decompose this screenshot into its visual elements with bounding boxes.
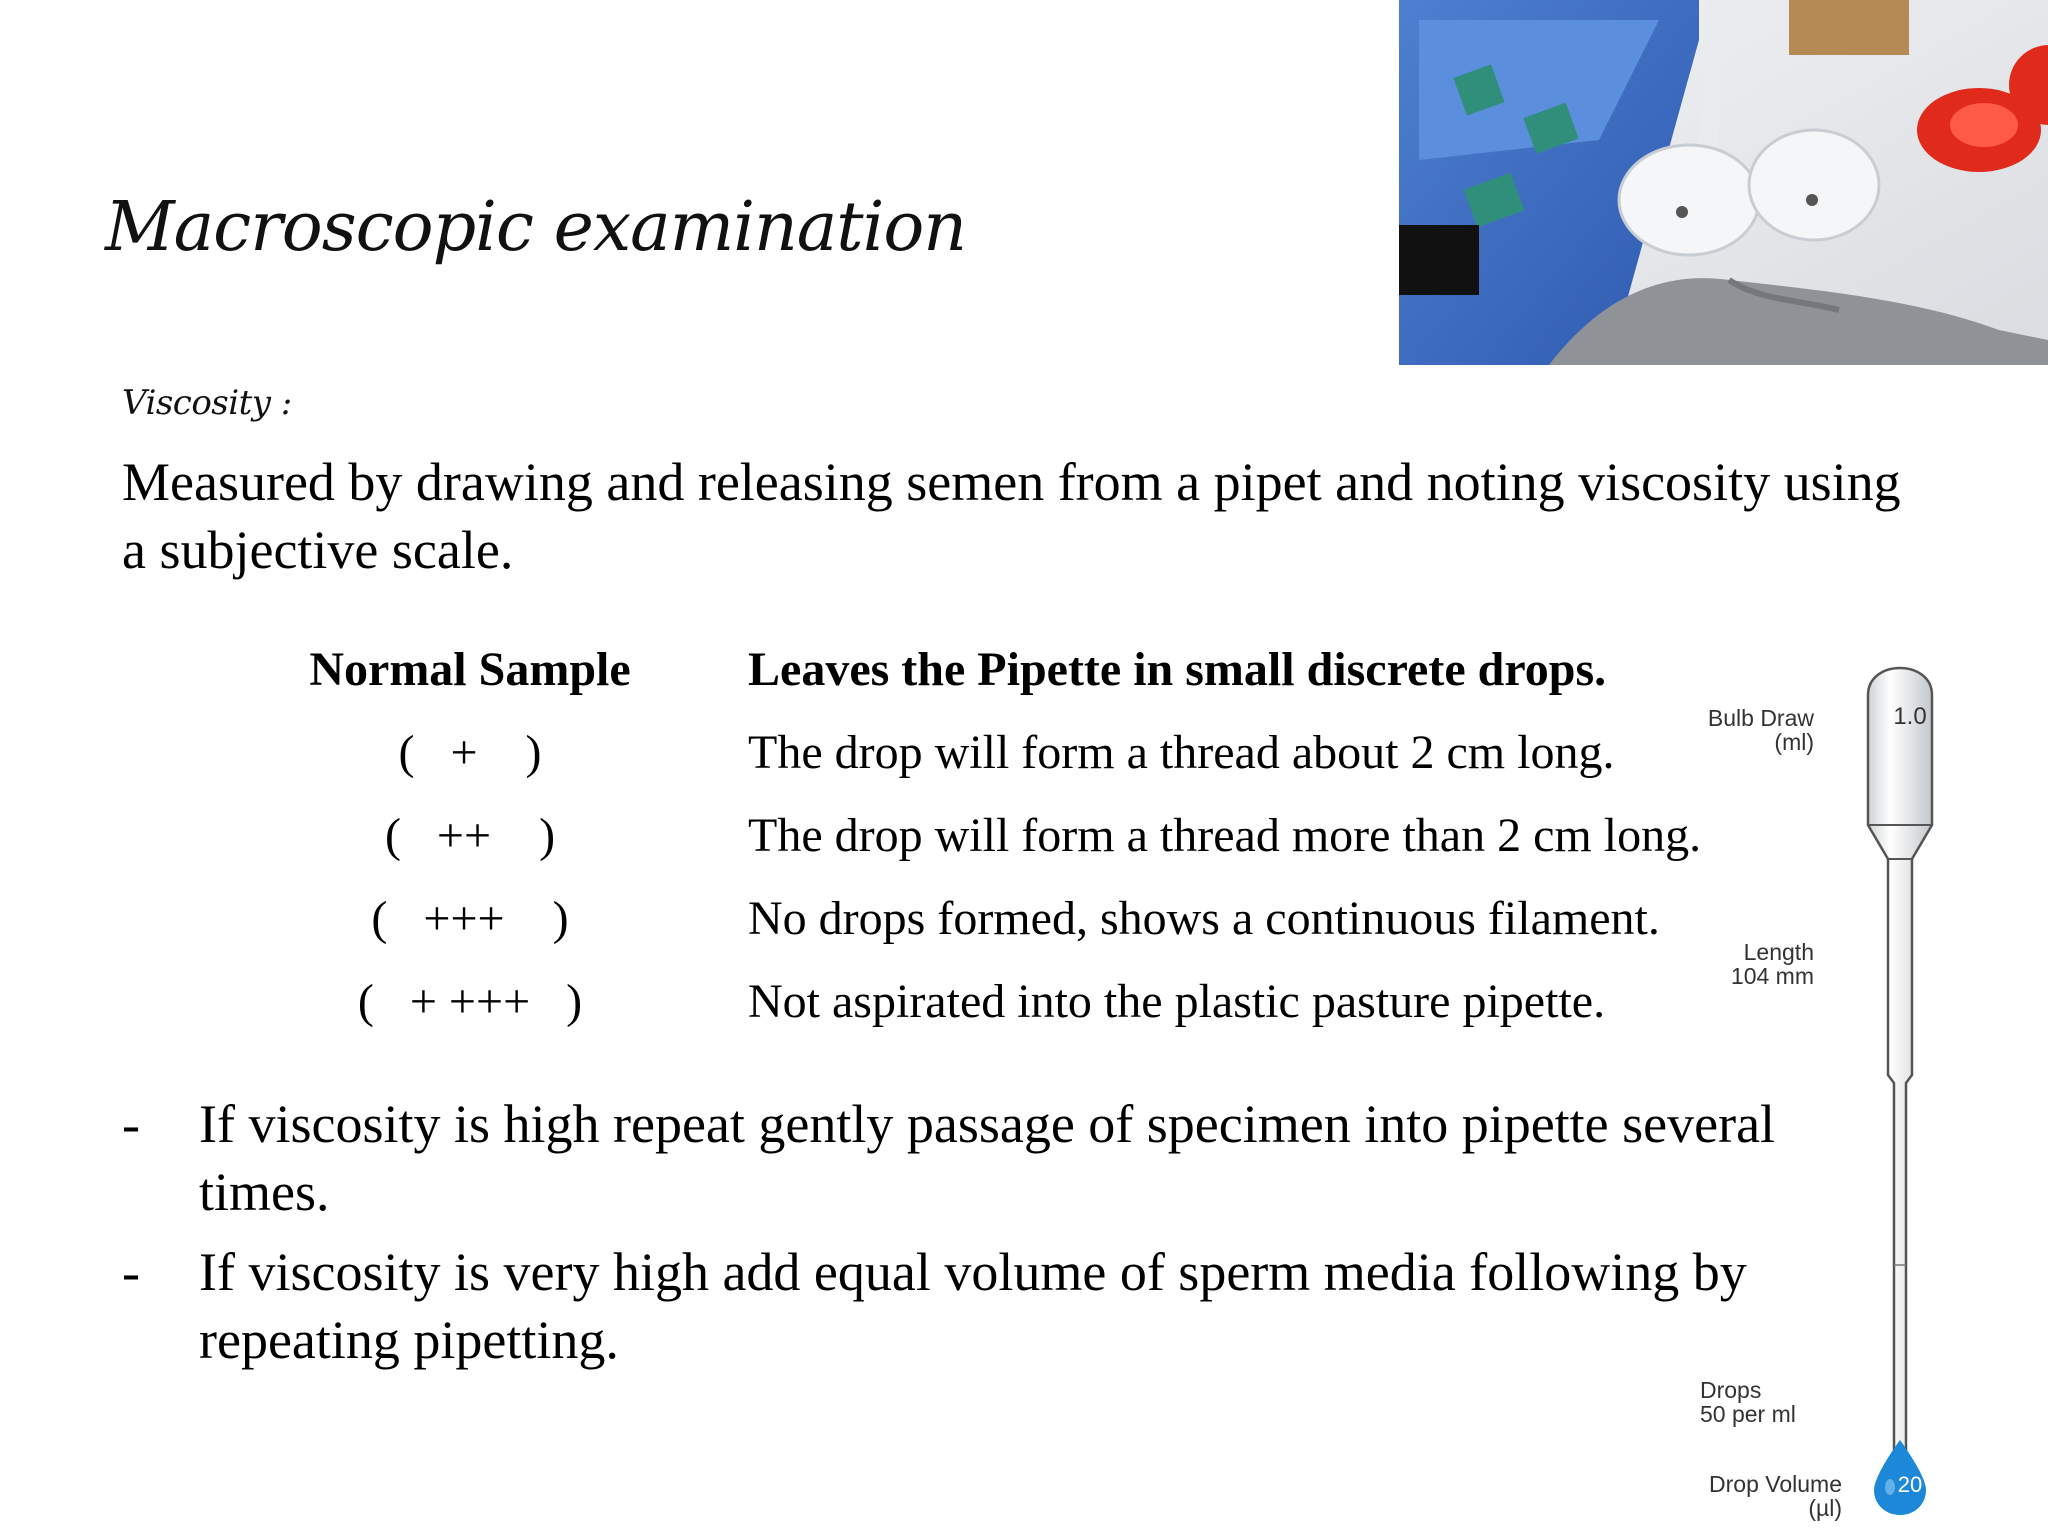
bullet-list [122, 1090, 1902, 1386]
length-label [1680, 940, 1814, 988]
scale-description: Not aspirated into the plastic pasture pipette. [748, 975, 1606, 1028]
scale-description: The drop will form a thread about 2 cm long. [748, 726, 1615, 779]
length-value-line: 104 mm [1730, 963, 1814, 989]
scale-symbol: ( + +++ ) [357, 975, 583, 1028]
bulb-draw-unit-line: (ml) [1774, 729, 1814, 755]
bulb-draw-label [1680, 706, 1814, 754]
drop-value: 20 [1897, 1472, 1923, 1497]
scale-symbol: ( +++ ) [371, 892, 569, 945]
scale-row [0, 879, 1760, 959]
drop-volume-label-line: Drop Volume [1709, 1471, 1842, 1497]
scale-row [0, 962, 1760, 1042]
drop-volume-unit-line: (µl) [1808, 1495, 1842, 1521]
pipette-body [1868, 668, 1932, 1455]
scale-row [0, 713, 1760, 793]
bullet-item [122, 1090, 1902, 1226]
lab-photo-illustration [1399, 0, 2048, 365]
drops-value-line: 50 per ml [1700, 1401, 1796, 1427]
bullet-item [122, 1238, 1902, 1374]
scale-description: The drop will form a thread more than 2 cm long. [748, 809, 1702, 862]
scale-row-header [0, 630, 1760, 710]
section-subtitle: Viscosity : [122, 383, 292, 423]
drops-label-line: Drops [1700, 1377, 1762, 1403]
bulb-value: 1.0 [1893, 703, 1927, 730]
scale-symbol: ( ++ ) [384, 809, 556, 862]
scale-symbol: Normal Sample [309, 643, 631, 696]
bulb-draw-label-line: Bulb Draw [1707, 705, 1814, 731]
page-title: Macroscopic examination [105, 188, 967, 267]
lab-photo [1399, 0, 2048, 365]
bullet-text: If viscosity is high repeat gently passage of specimen into pipette several times. [199, 1094, 1776, 1222]
drop-volume-label [1680, 1472, 1842, 1520]
bullet-dash: - [122, 1094, 140, 1154]
scale-description: No drops formed, shows a continuous filament. [748, 892, 1660, 945]
scale-row [0, 796, 1760, 876]
length-label-line: Length [1743, 939, 1814, 965]
bullet-text: If viscosity is very high add equal volume of sperm media following by repeating pipetting. [199, 1242, 1747, 1370]
scale-description: Leaves the Pipette in small discrete drops. [748, 643, 1607, 696]
intro-paragraph: Measured by drawing and releasing semen from a pipet and noting viscosity using a subjective scale. [122, 452, 1901, 580]
scale-symbol: ( + ) [398, 726, 542, 779]
drops-label [1700, 1378, 1900, 1426]
bullet-dash: - [122, 1242, 140, 1302]
